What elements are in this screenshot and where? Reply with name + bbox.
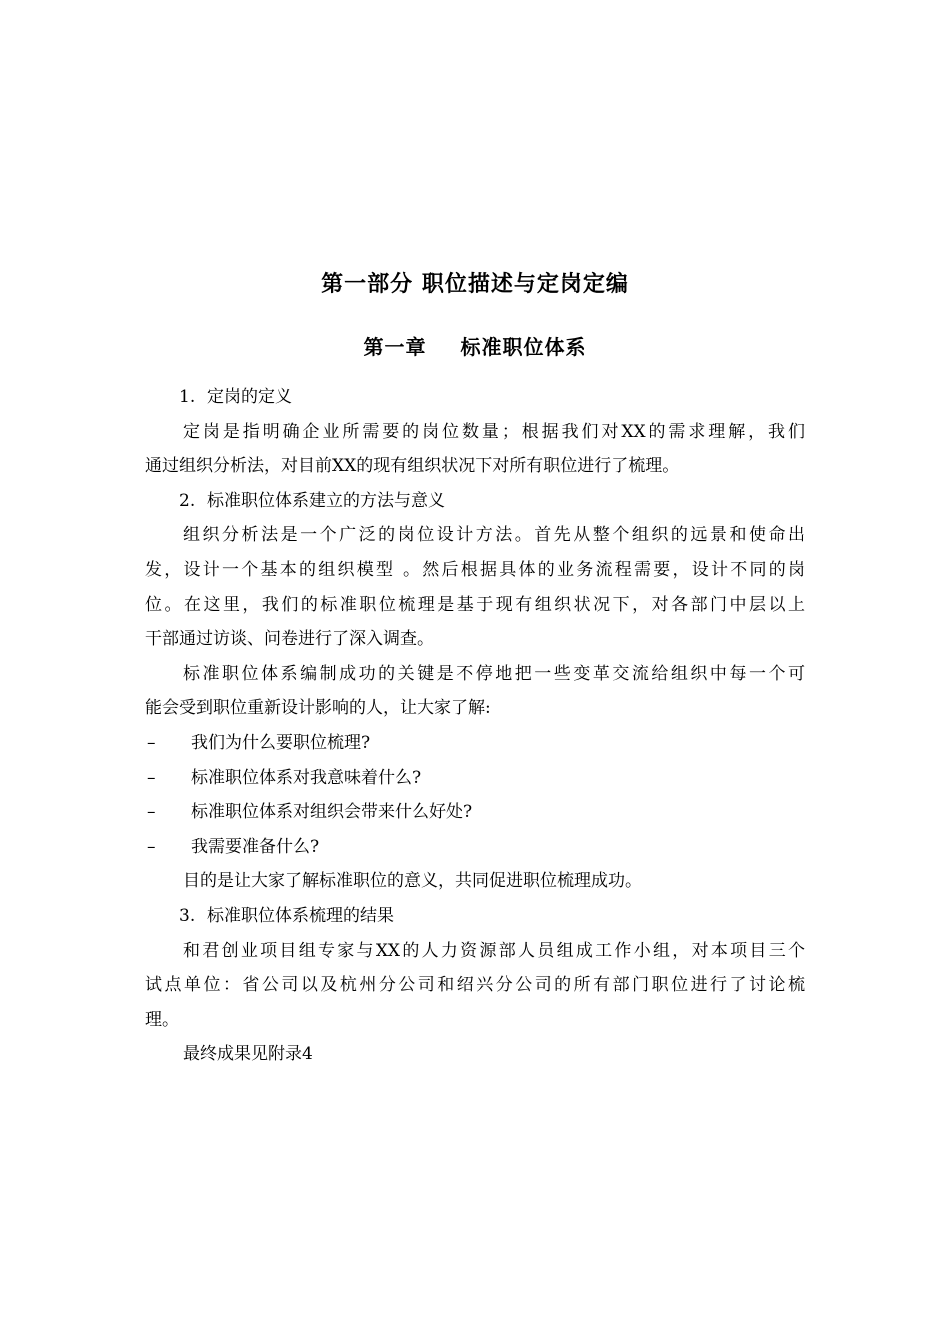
section-number: 1. [179,387,196,407]
paragraph-line: 标准职位体系编制成功的关键是不停地把一些变革交流给组织中每一个可 [183,663,805,684]
section-heading-text: 标准职位体系建立的方法与意义 [207,490,445,511]
bullet-marker: – [147,836,156,857]
paragraph-line: 试点单位：省公司以及杭州分公司和绍兴分公司的所有部门职位进行了讨论梳 [145,975,805,996]
chapter-title [0,332,950,362]
section-number: 2. [179,490,196,511]
chapter-label: 第一章 [363,335,427,359]
bullet-item [145,761,805,796]
bullet-text: 标准职位体系对我意味着什么? [191,767,422,788]
paragraph-line: 发，设计一个基本的组织模型 。然后根据具体的业务流程需要，设计不同的岗 [145,559,805,580]
document-body [145,380,805,1072]
paragraph-line: 理。 [145,1009,179,1030]
section-number: 3. [179,905,196,926]
section-heading [145,484,805,519]
paragraph-line: 目的是让大家了解标准职位的意义，共同促进职位梳理成功。 [183,871,642,892]
bullet-text: 我们为什么要职位梳理? [191,732,371,753]
chapter-name: 标准职位体系 [460,335,587,359]
bullet-text: 标准职位体系对组织会带来什么好处? [191,802,473,823]
part-title: 第一部分 职位描述与定岗定编 [321,271,629,297]
section-heading [145,380,805,415]
paragraph-line: 通过组织分析法，对目前XX的现有组织状况下对所有职位进行了梳理。 [145,456,680,477]
bullet-item [145,726,805,761]
paragraph-line: 定岗是指明确企业所需要的岗位数量；根据我们对XX的需求理解，我们 [183,421,805,442]
bullet-text: 我需要准备什么? [191,836,320,857]
section-heading-text: 定岗的定义 [207,387,292,407]
paragraph-line: 位。在这里，我们的标准职位梳理是基于现有组织状况下，对各部门中层以上 [145,594,805,615]
paragraph-line: 干部通过访谈、问卷进行了深入调查。 [145,629,434,650]
section-heading [145,899,805,934]
bullet-item [145,795,805,830]
bullet-marker: – [147,767,156,788]
bullet-marker: – [147,732,156,753]
section-heading-text: 标准职位体系梳理的结果 [207,905,394,926]
bullet-marker: – [147,802,156,823]
paragraph-line: 组织分析法是一个广泛的岗位设计方法。首先从整个组织的远景和使命出 [183,525,805,546]
paragraph-line: 最终成果见附录4 [183,1044,313,1065]
paragraph-line: 能会受到职位重新设计影响的人，让大家了解: [145,698,491,719]
paragraph-line: 和君创业项目组专家与XX的人力资源部人员组成工作小组，对本项目三个 [183,940,805,961]
bullet-item [145,830,805,865]
